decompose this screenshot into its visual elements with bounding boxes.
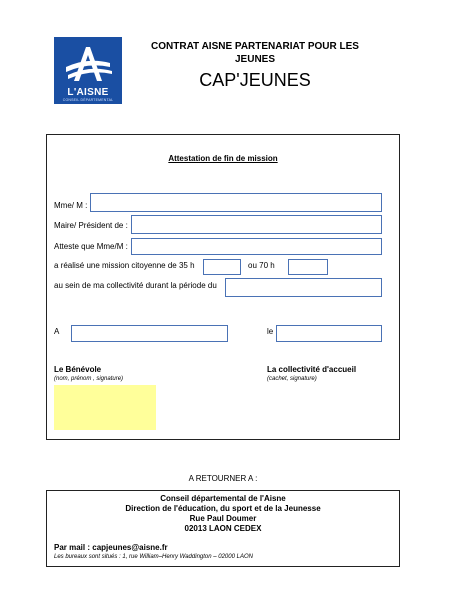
mission-35h-field[interactable] <box>203 259 241 275</box>
header-line-1: CONTRAT AISNE PARTENARIAT POUR LES <box>151 41 359 52</box>
logo-name: L'AISNE <box>67 87 109 98</box>
address-line-1: Conseil départemental de l'Aisne <box>160 494 286 503</box>
benevole-label: Le Bénévole <box>54 365 102 374</box>
ou70-label: ou 70 h <box>248 261 275 270</box>
collectivite-note: (cachet, signature) <box>267 376 317 382</box>
header-line-2: JEUNES <box>234 54 275 65</box>
aisne-logo <box>54 37 122 104</box>
email-contact: Par mail : capjeunes@aisne.fr <box>54 543 168 552</box>
periode-field[interactable] <box>225 278 382 297</box>
offices-location: Les bureaux sont situés : 1, rue William–Henry Waddington – 02000 LAON <box>54 554 253 560</box>
header-program <box>140 40 370 66</box>
a-label: A <box>54 327 60 336</box>
form-title: Attestation de fin de mission <box>168 154 278 163</box>
aisne-logo-mark-icon <box>54 37 122 87</box>
mme-field[interactable] <box>90 193 382 212</box>
logo-subtitle: CONSEIL DÉPARTEMENTAL <box>62 98 114 102</box>
header-title: CAP'JEUNES <box>199 70 311 90</box>
lieu-field[interactable] <box>71 325 228 342</box>
collectivite-label: La collectivité d'accueil <box>267 365 357 374</box>
maire-label: Maire/ Président de : <box>54 221 128 230</box>
address-line-3: Rue Paul Doumer <box>189 514 257 523</box>
atteste-label: Atteste que Mme/M : <box>54 242 128 251</box>
mission-label: a réalisé une mission citoyenne de 35 h <box>54 261 195 270</box>
return-heading: A RETOURNER A : <box>188 474 258 483</box>
benevole-signature-field[interactable] <box>54 385 156 430</box>
mme-label: Mme/ M : <box>54 201 88 210</box>
date-field[interactable] <box>276 325 382 342</box>
benevole-note: (nom, prénom , signature) <box>54 376 124 382</box>
address-block <box>46 494 400 534</box>
address-line-2: Direction de l'éducation, du sport et de la Jeunesse <box>125 504 321 513</box>
le-label: le <box>267 327 274 336</box>
atteste-field[interactable] <box>131 238 382 255</box>
address-line-4: 02013 LAON CEDEX <box>184 524 262 533</box>
maire-field[interactable] <box>131 215 382 234</box>
periode-label: au sein de ma collectivité durant la période du <box>54 281 217 290</box>
mission-70h-field[interactable] <box>288 259 328 275</box>
